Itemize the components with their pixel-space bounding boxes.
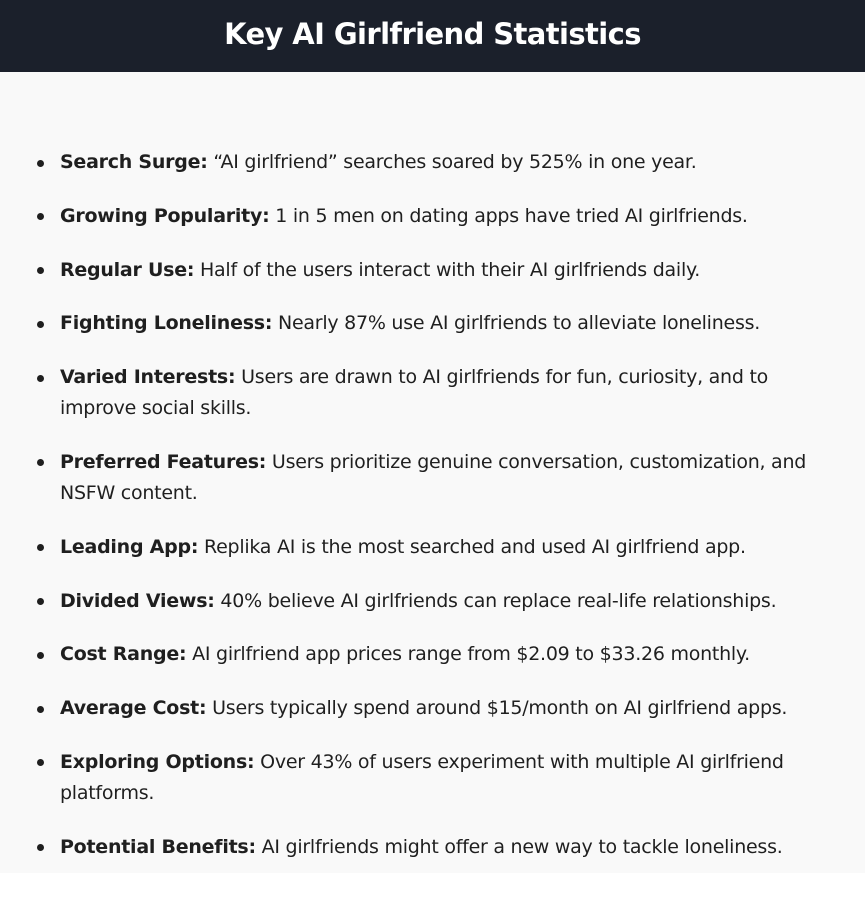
list-item [0, 447, 865, 509]
stat-text: 1 in 5 men on dating apps have tried AI girlfriends. [275, 204, 748, 227]
stat-label: Fighting Loneliness: [60, 312, 273, 335]
stat-text: 40% believe AI girlfriends can replace real-life relationships. [220, 589, 777, 612]
stat-text: Over 43% of users experiment with multiple AI girlfriend platforms. [60, 750, 784, 804]
stat-label: Varied Interests: [60, 366, 236, 389]
list-item [0, 362, 865, 424]
stat-label: Preferred Features: [60, 450, 267, 473]
stat-label: Divided Views: [60, 589, 215, 612]
bullet-icon [37, 652, 44, 659]
bullet-icon [37, 706, 44, 713]
list-item [0, 586, 865, 617]
list-item [0, 201, 865, 232]
stats-list [0, 147, 865, 886]
stat-label: Exploring Options: [60, 750, 255, 773]
list-item [0, 308, 865, 339]
stat-label: Leading App: [60, 535, 199, 558]
stat-text: Users prioritize genuine conversation, customization, and NSFW content. [60, 450, 807, 504]
bullet-icon [37, 459, 44, 466]
bullet-icon [37, 375, 44, 382]
stats-panel [0, 72, 865, 873]
bullet-icon [37, 759, 44, 766]
bullet-icon [37, 598, 44, 605]
list-item [0, 147, 865, 178]
stat-text: AI girlfriends might offer a new way to tackle loneliness. [261, 835, 783, 858]
stat-text: AI girlfriend app prices range from $2.09 to $33.26 monthly. [192, 643, 750, 666]
stat-text: Nearly 87% use AI girlfriends to alleviate loneliness. [277, 312, 761, 335]
bullet-icon [37, 213, 44, 220]
stat-label: Growing Popularity: [60, 204, 270, 227]
bullet-icon [37, 544, 44, 551]
list-item [0, 639, 865, 670]
page-header [0, 0, 865, 72]
list-item [0, 255, 865, 286]
bullet-icon [37, 160, 44, 167]
stat-label: Average Cost: [60, 697, 207, 720]
bullet-icon [37, 844, 44, 851]
stat-label: Search Surge: [60, 151, 208, 173]
bullet-icon [37, 321, 44, 328]
bullet-icon [37, 267, 44, 274]
stat-text: Replika AI is the most searched and used AI girlfriend app. [203, 535, 746, 558]
list-item [0, 693, 865, 724]
list-item [0, 747, 865, 809]
stat-text: Half of the users interact with their AI girlfriends daily. [199, 258, 701, 281]
stat-label: Potential Benefits: [60, 835, 256, 858]
stat-text: Users typically spend around $15/month on AI girlfriend apps. [212, 697, 788, 720]
stat-label: Cost Range: [60, 643, 187, 666]
list-item [0, 532, 865, 563]
stat-text: “AI girlfriend” searches soared by 525% in one year. [213, 151, 697, 173]
list-item [0, 832, 865, 863]
stat-label: Regular Use: [60, 258, 195, 281]
stat-text: Users are drawn to AI girlfriends for fun, curiosity, and to improve social skills. [60, 366, 769, 420]
page-title: Key AI Girlfriend Statistics [224, 17, 641, 51]
